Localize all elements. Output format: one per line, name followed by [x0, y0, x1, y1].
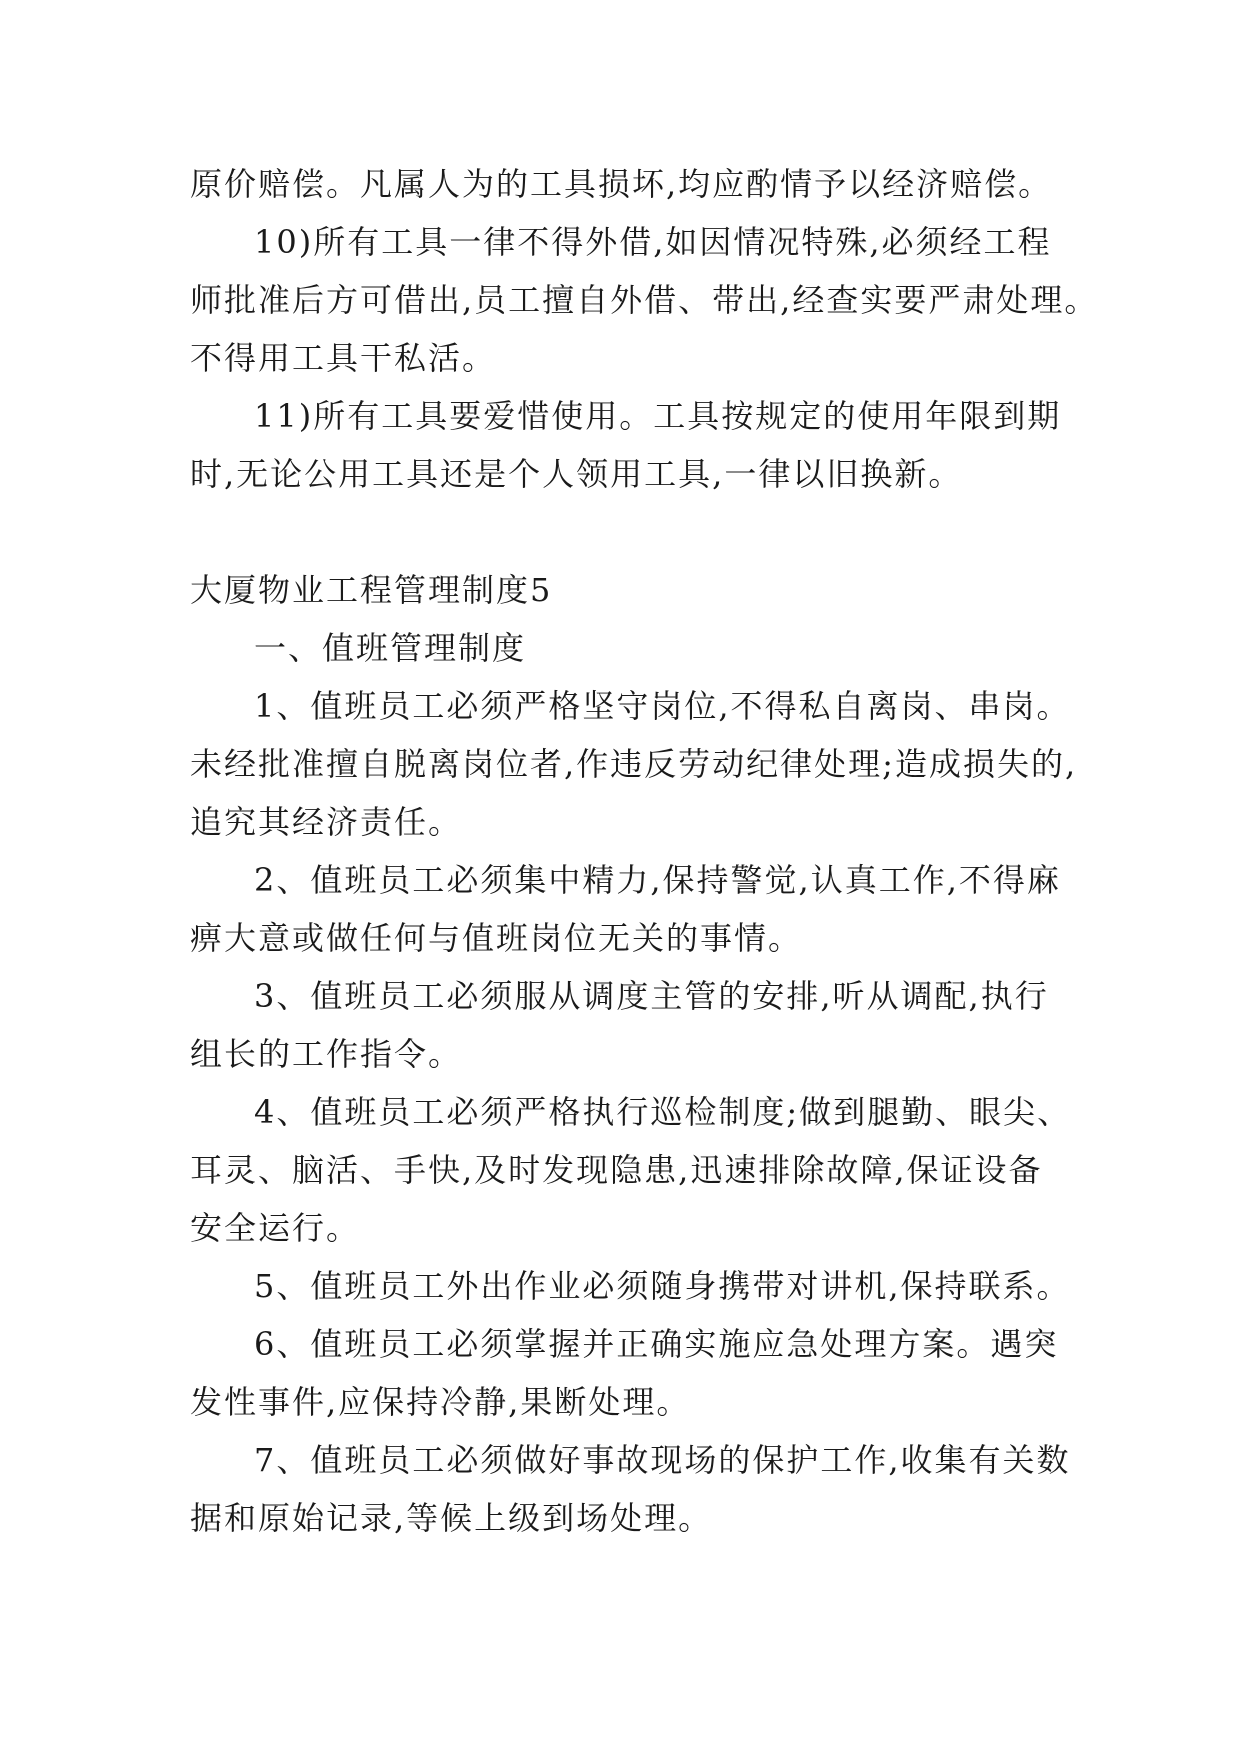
text-line: 痹大意或做任何与值班岗位无关的事情。: [190, 919, 803, 957]
text-line: 据和原始记录,等候上级到场处理。: [190, 1499, 713, 1537]
text-line: 3、值班员工必须服从调度主管的安排,听从调配,执行: [254, 977, 1049, 1015]
text-line: 11)所有工具要爱惜使用。工具按规定的使用年限到期: [254, 397, 1062, 435]
section-title: 大厦物业工程管理制度5: [190, 571, 553, 609]
text-line: 2、值班员工必须集中精力,保持警觉,认真工作,不得麻: [254, 861, 1061, 899]
text-line: 5、值班员工外出作业必须随身携带对讲机,保持联系。: [254, 1267, 1071, 1305]
text-line: 追究其经济责任。: [190, 803, 463, 841]
text-line: 发性事件,应保持冷静,果断处理。: [190, 1383, 691, 1421]
text-line: 10)所有工具一律不得外借,如因情况特殊,必须经工程: [254, 223, 1052, 261]
text-line: 7、值班员工必须做好事故现场的保护工作,收集有关数: [254, 1441, 1071, 1479]
text-line: 4、值班员工必须严格执行巡检制度;做到腿勤、眼尖、: [254, 1093, 1072, 1131]
document-body: [190, 155, 1099, 1547]
text-line: 安全运行。: [190, 1209, 361, 1247]
text-line: 组长的工作指令。: [190, 1035, 463, 1073]
subsection-heading: 一、值班管理制度: [254, 629, 527, 667]
text-line: 耳灵、脑活、手快,及时发现隐患,迅速排除故障,保证设备: [190, 1151, 1043, 1189]
text-line: 未经批准擅自脱离岗位者,作违反劳动纪律处理;造成损失的,: [190, 745, 1078, 783]
text-line: 不得用工具干私活。: [190, 339, 497, 377]
text-line: 6、值班员工必须掌握并正确实施应急处理方案。遇突: [254, 1325, 1059, 1363]
text-line: 师批准后方可借出,员工擅自外借、带出,经查实要严肃处理。: [190, 281, 1099, 319]
text-line: 1、值班员工必须严格坚守岗位,不得私自离岗、串岗。: [254, 687, 1071, 725]
section-gap: [190, 503, 1080, 561]
text-line: 时,无论公用工具还是个人领用工具,一律以旧换新。: [190, 455, 963, 493]
text-line: 原价赔偿。凡属人为的工具损坏,均应酌情予以经济赔偿。: [190, 165, 1053, 203]
